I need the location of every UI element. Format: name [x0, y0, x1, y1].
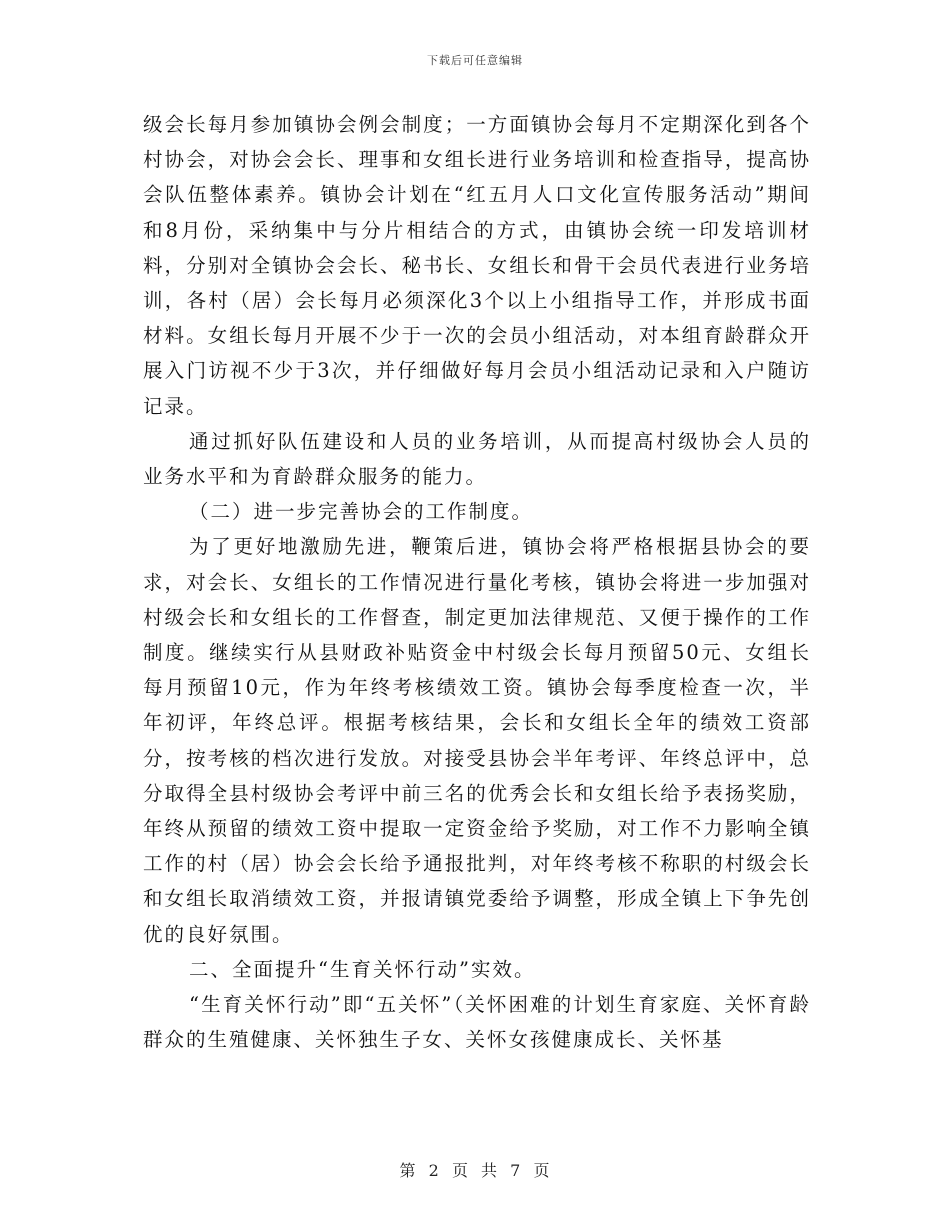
section-heading-two: 二、全面提升“生育关怀行动”实效。 [189, 957, 536, 981]
section-heading-2: （二）进一步完善协会的工作制度。 [189, 500, 534, 524]
paragraph-2: 通过抓好队伍建设和人员的业务培训，从而提高村级协会人员的业务水平和为育龄群众服务的能力。 [143, 429, 811, 489]
footer-page-unit: 页 [451, 1161, 469, 1180]
footer-prefix: 第 [399, 1161, 417, 1180]
document-body [143, 107, 811, 1057]
footer-total-prefix: 共 [481, 1161, 499, 1180]
footer-total-unit: 页 [533, 1161, 551, 1180]
page-header: 下载后可任意编辑 [427, 54, 523, 67]
paragraph-1: 级会长每月参加镇协会例会制度；一方面镇协会每月不定期深化到各个村协会，对协会会长、理事和女组长进行业务培训和检查指导，提高协会队伍整体素养。镇协会计划在“红五月人口文化宣传服务活动”期间和8月份，采纳集中与分片相结合的方式，由镇协会统一印发培训材料，分别对全镇协会会长、秘书长、女组长和骨干会员代表进行业务培训，各村（居）会长每月必须深化3个以上小组指导工作，并形成书面材料。女组长每月开展不少于一次的会员小组活动，对本组育龄群众开展入门访视不少于3次，并仔细做好每月会员小组活动记录和入户随访记录。 [143, 113, 811, 418]
footer-page-number: 2 [428, 1161, 440, 1180]
page-footer [0, 1158, 950, 1181]
footer-total-pages: 7 [510, 1161, 522, 1180]
paragraph-4: “生育关怀行动”即“五关怀”（关怀困难的计划生育家庭、关怀育龄群众的生殖健康、关怀独生子女、关怀女孩健康成长、关怀基 [143, 993, 811, 1052]
paragraph-3: 为了更好地激励先进，鞭策后进，镇协会将严格根据县协会的要求，对会长、女组长的工作情况进行量化考核，镇协会将进一步加强对村级会长和女组长的工作督查，制定更加法律规范、又便于操作的工作制度。继续实行从县财政补贴资金中村级会长每月预留50元、女组长每月预留10元，作为年终考核绩效工资。镇协会每季度检查一次，半年初评，年终总评。根据考核结果，会长和女组长全年的绩效工资部分，按考核的档次进行发放。对接受县协会半年考评、年终总评中，总分取得全县村级协会考评中前三名的优秀会长和女组长给予表扬奖励，年终从预留的绩效工资中提取一定资金给予奖励，对工作不力影响全镇工作的村（居）协会会长给予通报批判，对年终考核不称职的村级会长和女组长取消绩效工资，并报请镇党委给予调整，形成全镇上下争先创优的良好氛围。 [143, 535, 811, 946]
